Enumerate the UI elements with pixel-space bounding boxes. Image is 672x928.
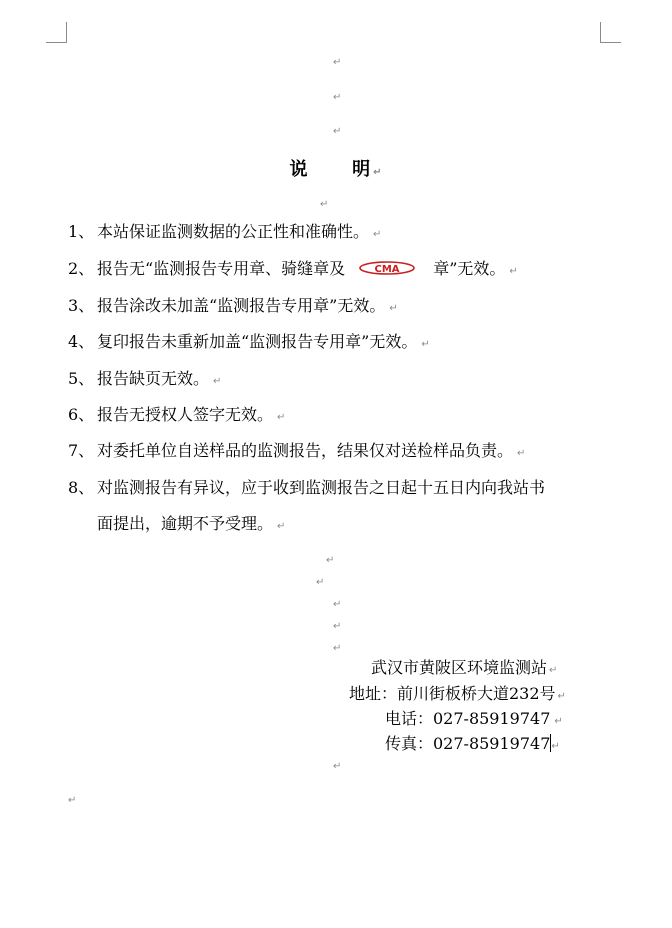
- item-number: 7、: [68, 441, 95, 460]
- signature-fax: [385, 734, 560, 754]
- item-text: 报告无“监测报告专用章、骑缝章及: [97, 259, 346, 278]
- item-number: 3、: [68, 296, 95, 315]
- item-text: 报告缺页无效。: [97, 369, 210, 388]
- item-text: 对委托单位自送样品的监测报告，结果仅对送检样品负责。: [97, 441, 514, 460]
- page-corner-top-right: [600, 22, 621, 43]
- page-title: [0, 155, 672, 181]
- paragraph-mark: ↵: [333, 643, 342, 654]
- paragraph-mark: ↵: [213, 376, 222, 387]
- paragraph-mark: ↵: [316, 577, 325, 588]
- item-text: 报告涂改未加盖“监测报告专用章”无效。: [97, 296, 386, 315]
- paragraph-mark: ↵: [68, 795, 77, 806]
- paragraph-mark: ↵: [277, 521, 286, 532]
- item-text: 报告无授权人签字无效。: [97, 405, 274, 424]
- phone-text: 电话：027-85919747: [385, 709, 551, 728]
- paragraph-mark: ↵: [333, 92, 342, 103]
- paragraph-mark: ↵: [333, 57, 342, 68]
- signature-phone: [385, 709, 563, 729]
- list-item: [68, 478, 545, 498]
- paragraph-mark: ↵: [333, 761, 342, 772]
- seal-text: CMA: [374, 263, 400, 275]
- page-corner-top-left: [46, 22, 67, 43]
- signature-address: [349, 684, 566, 704]
- item-text: 复印报告未重新加盖“监测报告专用章”无效。: [97, 332, 418, 351]
- paragraph-mark: ↵: [551, 741, 560, 752]
- paragraph-mark: ↵: [277, 412, 286, 423]
- item-text: 对监测报告有异议，应于收到监测报告之日起十五日内向我站书: [97, 478, 546, 497]
- list-item: [68, 296, 398, 316]
- item-text: 面提出，逾期不予受理。: [97, 514, 274, 533]
- title-text: 说 明: [289, 159, 372, 180]
- paragraph-mark: ↵: [373, 229, 382, 240]
- item-number: 2、: [68, 259, 95, 278]
- list-item: [68, 222, 381, 242]
- paragraph-mark: ↵: [333, 599, 342, 610]
- paragraph-mark: ↵: [333, 126, 342, 137]
- list-item: [68, 441, 525, 461]
- list-item: [68, 369, 221, 389]
- paragraph-mark: ↵: [389, 303, 398, 314]
- paragraph-mark: ↵: [421, 339, 430, 350]
- item-number: 8、: [68, 478, 95, 497]
- org-name: 武汉市黄陂区环境监测站: [371, 658, 548, 677]
- list-item-continuation: [97, 514, 285, 534]
- item-number: 4、: [68, 332, 95, 351]
- item-text: 章”无效。: [433, 259, 506, 278]
- paragraph-mark: ↵: [509, 266, 518, 277]
- paragraph-mark: ↵: [373, 167, 383, 178]
- paragraph-mark: ↵: [333, 621, 342, 632]
- item-number: 6、: [68, 405, 95, 424]
- paragraph-mark: ↵: [557, 691, 566, 702]
- list-item: [68, 332, 430, 352]
- paragraph-mark: ↵: [326, 555, 335, 566]
- cma-seal-icon: [359, 260, 415, 280]
- fax-text: 传真：027-85919747: [385, 734, 551, 753]
- item-number: 5、: [68, 369, 95, 388]
- paragraph-mark: ↵: [320, 199, 329, 210]
- item-number: 1、: [68, 222, 95, 241]
- address-text: 地址：前川街板桥大道232号: [349, 684, 556, 703]
- list-item: [68, 405, 285, 425]
- paragraph-mark: ↵: [517, 448, 526, 459]
- list-item: [68, 259, 518, 280]
- paragraph-mark: ↵: [554, 716, 563, 727]
- paragraph-mark: ↵: [549, 665, 558, 676]
- signature-org: [371, 658, 557, 678]
- item-text: 本站保证监测数据的公正性和准确性。: [97, 222, 370, 241]
